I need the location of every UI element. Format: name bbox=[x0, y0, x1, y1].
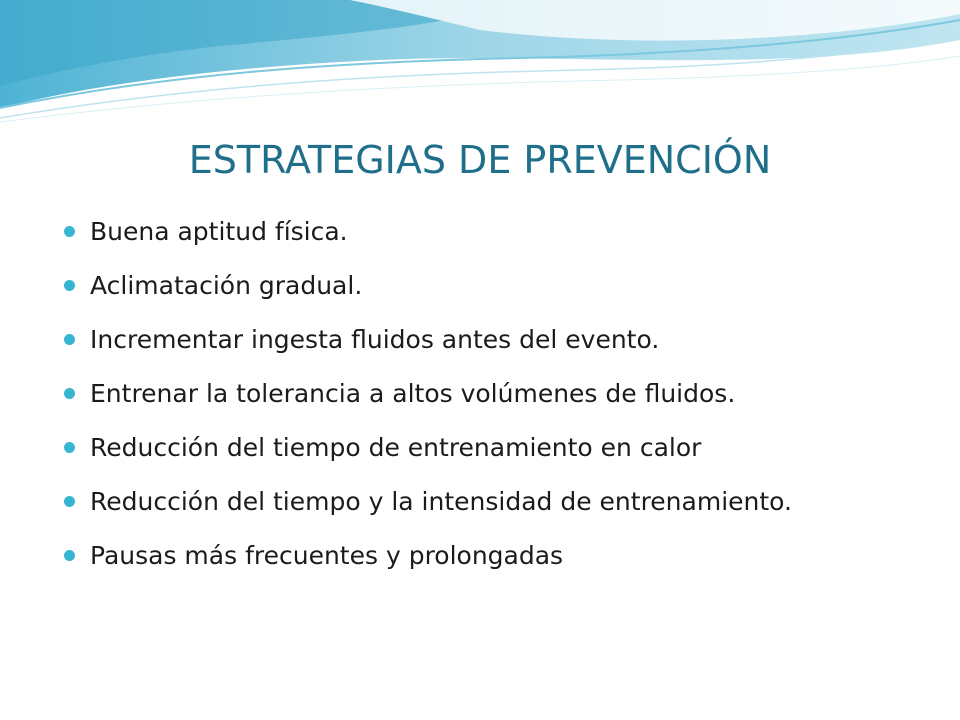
bullet-text: Pausas más frecuentes y prolongadas bbox=[90, 541, 564, 570]
bullet-item bbox=[64, 268, 924, 303]
bullet-item bbox=[64, 538, 924, 573]
bullet-dot-icon bbox=[64, 550, 75, 561]
bullet-dot-icon bbox=[64, 388, 75, 399]
bullet-text: Reducción del tiempo y la intensidad de entrenamiento. bbox=[90, 487, 792, 516]
bullet-text: Entrenar la tolerancia a altos volúmenes de fluidos. bbox=[90, 379, 736, 408]
bullet-dot-icon bbox=[64, 496, 75, 507]
header-wave-decoration bbox=[0, 0, 960, 130]
bullet-text: Buena aptitud física. bbox=[90, 217, 348, 246]
page-title: ESTRATEGIAS DE PREVENCIÓN bbox=[188, 138, 772, 182]
bullet-item bbox=[64, 322, 924, 357]
bullet-dot-icon bbox=[64, 442, 75, 453]
bullet-list bbox=[64, 214, 924, 592]
bullet-item bbox=[64, 430, 924, 465]
bullet-item bbox=[64, 376, 924, 411]
bullet-text: Reducción del tiempo de entrenamiento en calor bbox=[90, 433, 702, 462]
bullet-dot-icon bbox=[64, 334, 75, 345]
bullet-dot-icon bbox=[64, 280, 75, 291]
bullet-text: Incrementar ingesta fluidos antes del evento. bbox=[90, 325, 660, 354]
bullet-item bbox=[64, 484, 924, 519]
bullet-text: Aclimatación gradual. bbox=[90, 271, 363, 300]
bullet-item bbox=[64, 214, 924, 249]
bullet-dot-icon bbox=[64, 226, 75, 237]
